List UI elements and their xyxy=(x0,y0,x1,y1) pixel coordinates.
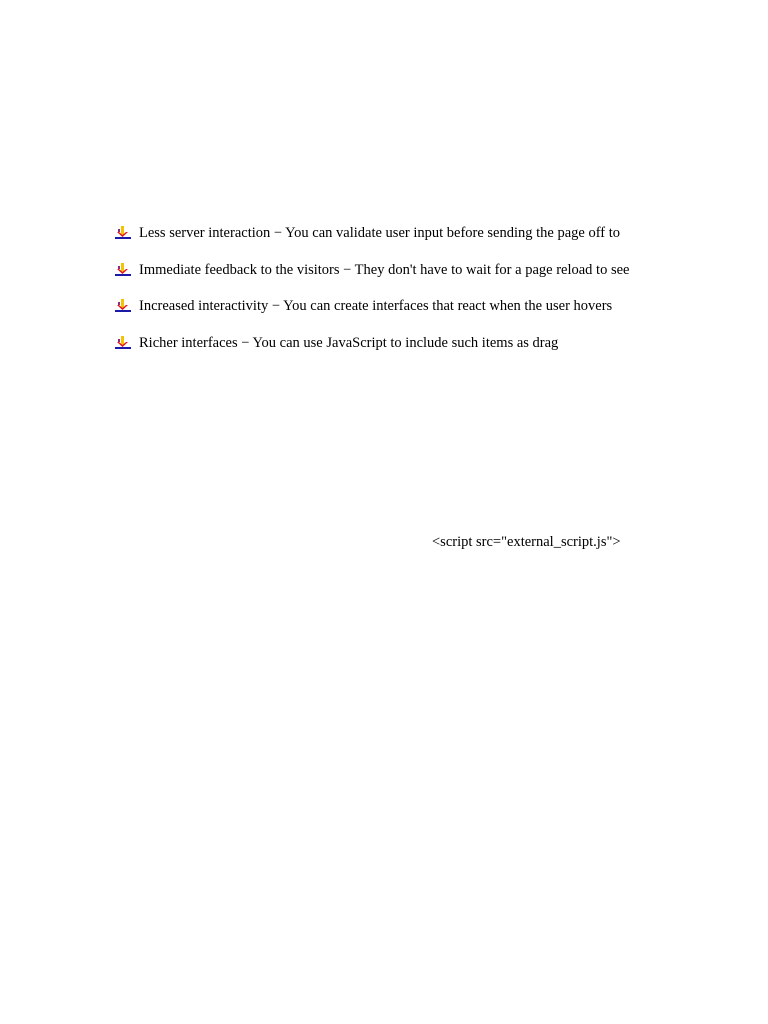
script-tag-example: <script src="external_script.js"> xyxy=(432,534,621,550)
arrow-bullet-icon xyxy=(114,336,132,350)
advantages-list xyxy=(114,224,629,370)
list-item-text: Immediate feedback to the visitors − They don't have to wait for a page reload to see xyxy=(139,261,630,278)
arrow-bullet-icon xyxy=(114,226,132,240)
list-item xyxy=(114,261,629,279)
arrow-bullet-icon xyxy=(114,299,132,313)
list-item xyxy=(114,334,629,352)
list-item-text: Richer interfaces − You can use JavaScript to include such items as drag xyxy=(139,334,559,351)
arrow-bullet-icon xyxy=(114,263,132,277)
list-item-text: Less server interaction − You can validate user input before sending the page off to xyxy=(139,225,621,241)
list-item-text: Increased interactivity − You can create interfaces that react when the user hovers xyxy=(139,298,613,314)
list-item xyxy=(114,224,629,242)
list-item xyxy=(114,297,629,315)
